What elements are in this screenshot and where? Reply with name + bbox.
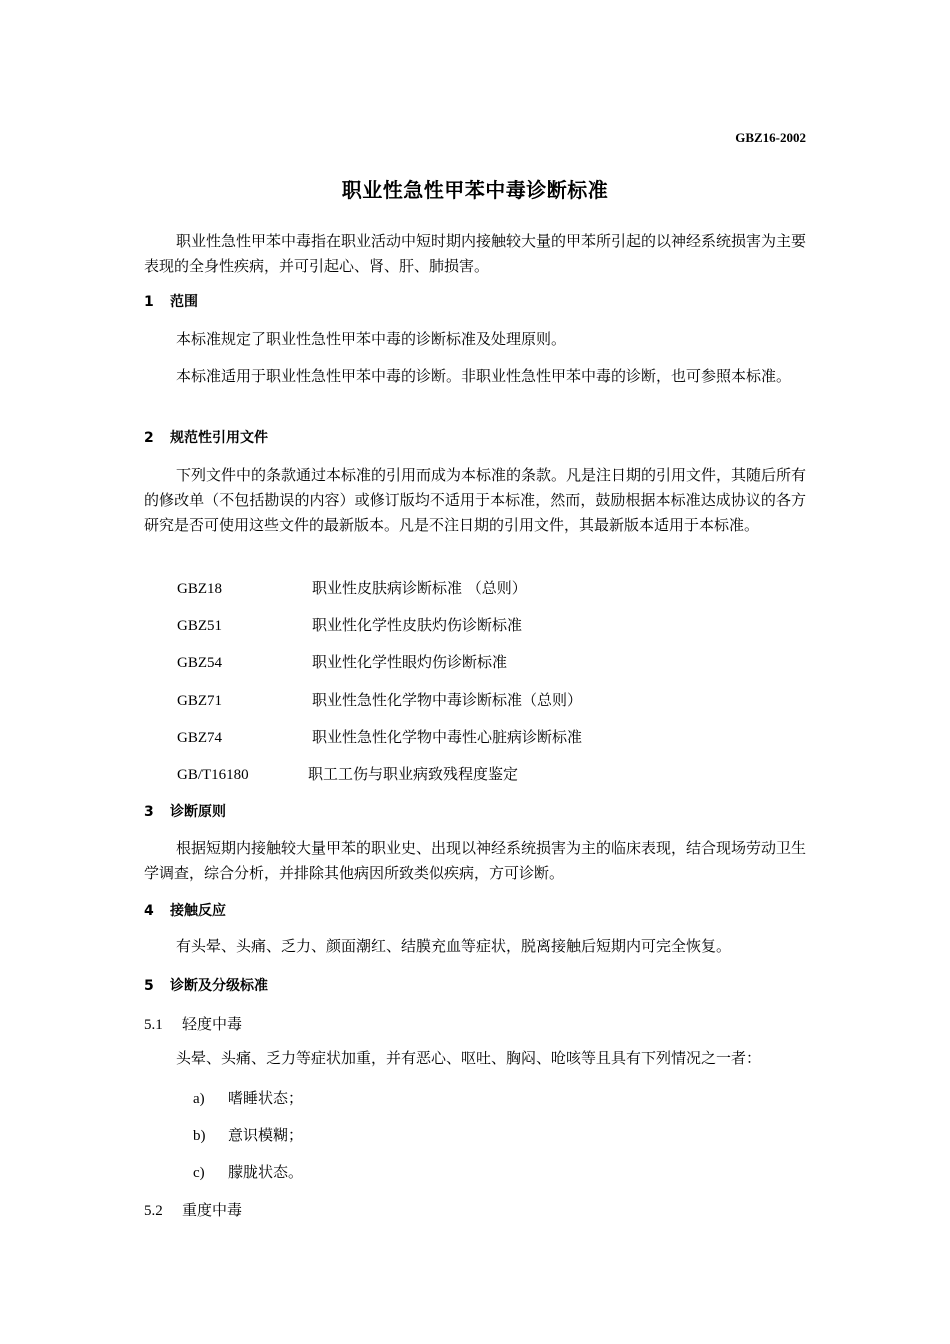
list-text: 朦胧状态。 (228, 1163, 304, 1181)
subsection-heading-mild (144, 1013, 242, 1036)
list-item (193, 1161, 303, 1184)
section-title: 诊断原则 (170, 804, 226, 820)
reference-code: GBZ71 (177, 693, 222, 709)
list-item (193, 1087, 303, 1110)
section-number: 5 (144, 978, 154, 994)
subsection-number: 5.1 (144, 1017, 163, 1033)
reference-item (177, 651, 507, 674)
reference-code: GBZ54 (177, 655, 222, 671)
scope-paragraph: 本标准规定了职业性急性甲苯中毒的诊断标准及处理原则。 (176, 330, 567, 348)
section-heading-grading (144, 976, 268, 996)
section-title: 诊断及分级标准 (170, 978, 268, 994)
section-heading-scope (144, 292, 198, 312)
list-marker: b) (193, 1128, 206, 1144)
section-title: 规范性引用文件 (170, 430, 268, 446)
document-title: 职业性急性甲苯中毒诊断标准 (341, 178, 609, 202)
mild-description-paragraph: 头晕、头痛、乏力等症状加重，并有恶心、呕吐、胸闷、呛咳等且具有下列情况之一者： (176, 1049, 762, 1067)
subsection-title: 轻度中毒 (182, 1015, 243, 1033)
contact-reaction-paragraph: 有头晕、头痛、乏力、颜面潮红、结膜充血等症状，脱离接触后短期内可完全恢复。 (176, 937, 732, 955)
reference-title: 职业性急性化学物中毒性心脏病诊断标准 (312, 728, 583, 746)
section-number: 2 (144, 430, 154, 446)
section-number: 4 (144, 903, 154, 919)
section-heading-contact-reaction (144, 901, 226, 921)
principle-paragraph: 根据短期内接触较大量甲苯的职业史、出现以神经系统损害为主的临床表现，结合现场劳动卫生学调查，综合分析，并排除其他病因所致类似疾病，方可诊断。 (144, 839, 807, 882)
reference-title: 职业性皮肤病诊断标准 （总则） (312, 579, 527, 597)
reference-code: GBZ74 (177, 730, 222, 746)
reference-item (177, 689, 582, 712)
subsection-heading-severe (144, 1199, 242, 1222)
list-text: 嗜睡状态； (228, 1089, 304, 1107)
reference-title: 职业性急性化学物中毒诊断标准（总则） (312, 691, 583, 709)
reference-item (177, 577, 527, 600)
reference-item (177, 763, 518, 786)
reference-code: GBZ18 (177, 581, 222, 597)
subsection-title: 重度中毒 (182, 1201, 243, 1219)
list-marker: c) (193, 1165, 205, 1181)
reference-code: GB/T16180 (177, 767, 249, 783)
document-id: GBZ16-2002 (735, 130, 806, 145)
reference-item (177, 726, 582, 749)
subsection-number: 5.2 (144, 1203, 163, 1219)
reference-title: 职工工伤与职业病致残程度鉴定 (308, 765, 519, 783)
reference-code: GBZ51 (177, 618, 222, 634)
intro-paragraph: 职业性急性甲苯中毒指在职业活动中短时期内接触较大量的甲苯所引起的以神经系统损害为主要表现的全身性疾病，并可引起心、肾、肝、肺损害。 (144, 232, 807, 275)
reference-title: 职业性化学性皮肤灼伤诊断标准 (312, 616, 523, 634)
list-text: 意识模糊； (228, 1126, 304, 1144)
list-item (193, 1124, 303, 1147)
reference-item (177, 614, 522, 637)
list-marker: a) (193, 1091, 205, 1107)
reference-title: 职业性化学性眼灼伤诊断标准 (312, 653, 508, 671)
scope-paragraph: 本标准适用于职业性急性甲苯中毒的诊断。非职业性急性甲苯中毒的诊断，也可参照本标准。 (176, 367, 792, 385)
section-heading-references (144, 428, 268, 448)
section-heading-principle (144, 802, 226, 822)
references-intro-paragraph: 下列文件中的条款通过本标准的引用而成为本标准的条款。凡是注日期的引用文件，其随后所有的修改单（不包括勘误的内容）或修订版均不适用于本标准，然而，鼓励根据本标准达成协议的各方研究是否可使用这些文件的最新版本。凡是不注日期的引用文件，其最新版本适用于本标准。 (144, 466, 807, 534)
section-number: 1 (144, 294, 154, 310)
section-title: 接触反应 (170, 903, 226, 919)
section-number: 3 (144, 804, 154, 820)
section-title: 范围 (170, 294, 198, 310)
